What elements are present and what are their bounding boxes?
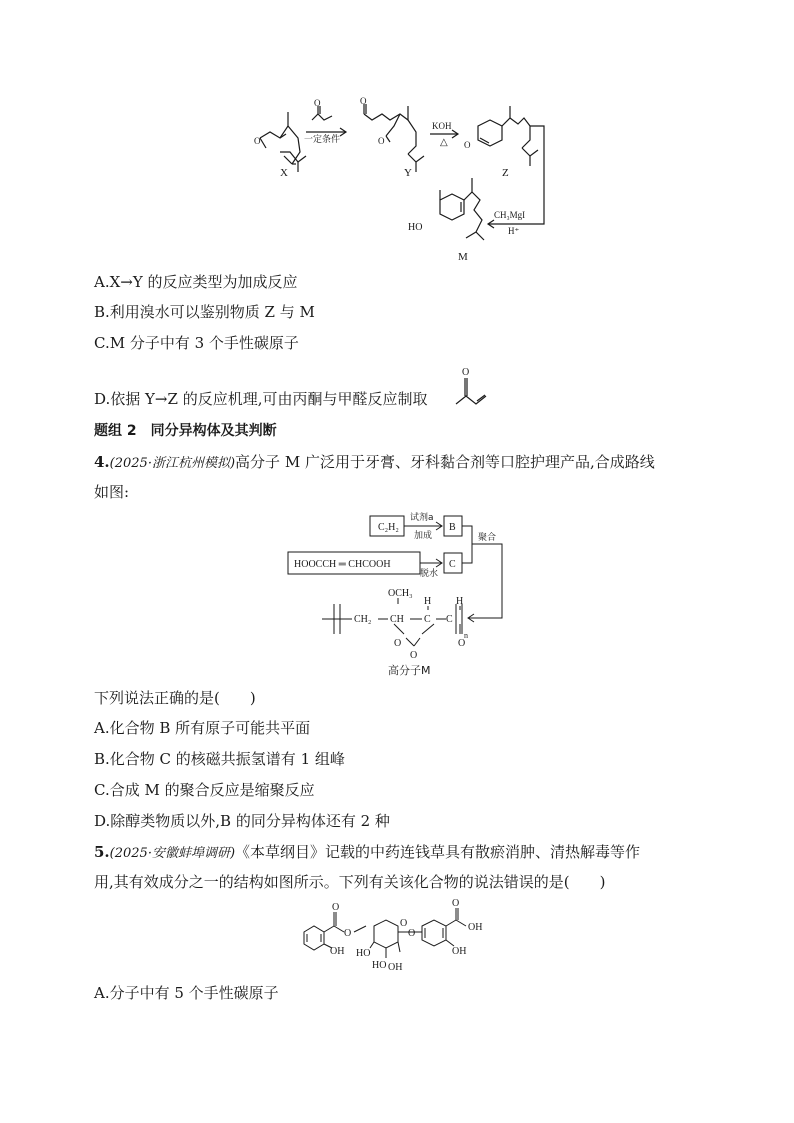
q5-ho2: HO bbox=[372, 960, 387, 971]
mvk-o: O bbox=[314, 98, 321, 108]
route-reagent1: 试剂a bbox=[410, 513, 434, 523]
reagent-step3-condition: H⁺ bbox=[508, 226, 520, 236]
label-m: M bbox=[458, 251, 468, 263]
q3-reaction-scheme bbox=[240, 96, 560, 266]
option-d-o: O bbox=[462, 367, 470, 378]
q5-oh-left: OH bbox=[330, 946, 345, 957]
polymer-h1: H bbox=[424, 596, 432, 607]
q4-number: 4. bbox=[94, 453, 110, 471]
label-x: X bbox=[280, 167, 288, 179]
molecule-y bbox=[364, 104, 424, 172]
y-ketone-o: O bbox=[360, 96, 367, 106]
q3-option-b: B.利用溴水可以鉴别物质 Z 与 M bbox=[94, 303, 315, 321]
molecule-m bbox=[440, 178, 484, 240]
y-carbonyl-o: O bbox=[378, 136, 385, 146]
polymer-c2: C bbox=[446, 614, 453, 625]
x-carbonyl-o: O bbox=[254, 136, 261, 146]
polymer-o2: O bbox=[410, 650, 418, 661]
label-y: Y bbox=[404, 167, 412, 179]
polymer-ch: CH bbox=[390, 614, 404, 625]
q5-o-acid: O bbox=[452, 898, 460, 909]
q5-ho1: HO bbox=[356, 948, 371, 959]
q4-question: 下列说法正确的是( ) bbox=[94, 689, 256, 707]
m-hydroxyl: HO bbox=[408, 222, 423, 233]
reagent-step2: KOH bbox=[432, 121, 452, 131]
q5-o-ester: O bbox=[332, 902, 340, 913]
q4-synthesis-route bbox=[282, 508, 522, 680]
reagent-step1-condition: 一定条件 bbox=[304, 135, 341, 145]
polymer-label: 高分子M bbox=[388, 664, 431, 677]
q4-stem: 高分子 M 广泛用于牙膏、牙科黏合剂等口腔护理产品,合成路线 bbox=[235, 453, 655, 471]
route-cond2: 脱水 bbox=[420, 569, 439, 579]
q5-oh-bottom: OH bbox=[388, 962, 403, 973]
q4-option-b: B.化合物 C 的核磁共振氢谱有 1 组峰 bbox=[94, 750, 345, 768]
q5-stem-line2: 用,其有效成分之一的结构如图所示。下列有关该化合物的说法错误的是( ) bbox=[94, 873, 606, 891]
q5-o-link: O bbox=[408, 928, 416, 939]
q5-source: (2025·安徽蚌埠调研) bbox=[109, 846, 236, 861]
molecule-x bbox=[260, 112, 306, 172]
q5-stem: 《本草纲目》记载的中药连钱草具有散瘀消肿、清热解毒等作 bbox=[235, 843, 641, 861]
q3-option-c: C.M 分子中有 3 个手性碳原子 bbox=[94, 334, 299, 352]
route-start1: C₂H₂ bbox=[378, 522, 399, 533]
q5-o-ring: O bbox=[344, 928, 352, 939]
polymer-ch2: CH₂ bbox=[354, 614, 372, 625]
reagent-step2-condition: △ bbox=[440, 137, 448, 148]
q5-option-a: A.分子中有 5 个手性碳原子 bbox=[94, 984, 279, 1002]
q5-o-glyco: O bbox=[400, 918, 408, 929]
molecule-z bbox=[478, 106, 538, 166]
z-carbonyl-o: O bbox=[464, 140, 471, 150]
q3-option-d bbox=[94, 389, 427, 409]
label-z: Z bbox=[502, 167, 509, 179]
polymer-c1: C bbox=[424, 614, 431, 625]
polymer-methoxy: OCH₃ bbox=[388, 588, 413, 599]
q4-option-a: A.化合物 B 所有原子可能共平面 bbox=[94, 719, 311, 737]
q3-option-a: A.X→Y 的反应类型为加成反应 bbox=[94, 273, 298, 291]
q5-structure bbox=[294, 896, 504, 976]
route-cond1: 加成 bbox=[414, 531, 433, 541]
q3-option-d-text: D.依据 Y→Z 的反应机理,可由丙酮与甲醛反应制取 bbox=[94, 390, 428, 408]
q5-number: 5. bbox=[94, 843, 110, 861]
route-start2: HOOCCH ═ CHCOOH bbox=[294, 559, 391, 570]
q4-stem-line1 bbox=[94, 452, 655, 474]
route-c-box: C bbox=[449, 559, 456, 570]
polymer-o1: O bbox=[394, 638, 402, 649]
q5-oh-right: OH bbox=[452, 946, 467, 957]
polymer-n: n bbox=[464, 631, 468, 640]
q5-stem-line1 bbox=[94, 842, 640, 864]
route-polymerize: 聚合 bbox=[478, 533, 497, 543]
polymer-h2: H bbox=[456, 596, 464, 607]
option-d-structure bbox=[452, 364, 492, 410]
route-b-box: B bbox=[449, 522, 456, 533]
polymer-o3: O bbox=[458, 638, 466, 649]
reagent-step3: CH₃MgI bbox=[494, 210, 526, 220]
q4-source: (2025·浙江杭州模拟) bbox=[109, 456, 236, 471]
q4-stem-line2: 如图: bbox=[94, 483, 130, 501]
section-heading: 题组 2 同分异构体及其判断 bbox=[94, 423, 277, 439]
q5-oh-acid: OH bbox=[468, 922, 483, 933]
q4-option-c: C.合成 M 的聚合反应是缩聚反应 bbox=[94, 781, 315, 799]
q4-option-d: D.除醇类物质以外,B 的同分异构体还有 2 种 bbox=[94, 812, 390, 830]
